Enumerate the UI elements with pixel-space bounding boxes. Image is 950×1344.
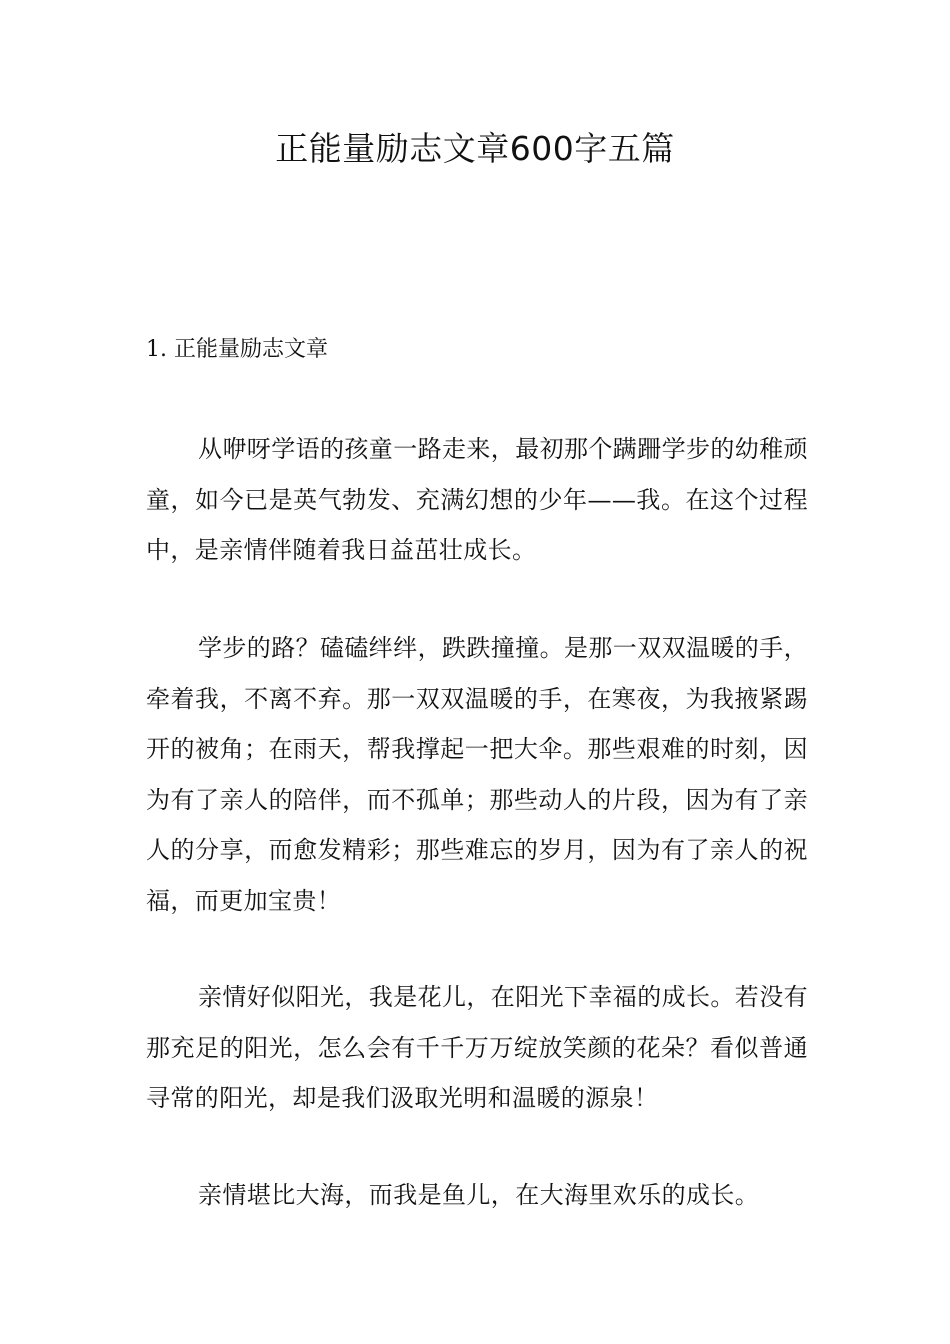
paragraph-2: 学步的路？磕磕绊绊，跌跌撞撞。是那一双双温暖的手，牵着我，不离不弃。那一双双温暖的手，在寒夜，为我掖紧踢开的被角；在雨天，帮我撑起一把大伞。那些艰难的时刻，因为有了亲人的陪伴，而不孤单；那些动人的片段，因为有了亲人的分享，而愈发精彩；那些难忘的岁月，因为有了亲人的祝福，而更加宝贵！	[146, 634, 808, 915]
paragraph-3: 亲情好似阳光，我是花儿，在阳光下幸福的成长。若没有那充足的阳光，怎么会有千千万万绽放笑颜的花朵？看似普通寻常的阳光，却是我们汲取光明和温暖的源泉！	[146, 983, 808, 1112]
paragraph-4: 亲情堪比大海，而我是鱼儿，在大海里欢乐的成长。	[198, 1181, 760, 1209]
paragraph-1: 从咿呀学语的孩童一路走来，最初那个蹒跚学步的幼稚顽童，如今已是英气勃发、充满幻想的少年——我。在这个过程中，是亲情伴随着我日益茁壮成长。	[146, 435, 808, 564]
document-title: 正能量励志文章600字五篇	[275, 129, 675, 168]
section-heading: 1. 正能量励志文章	[146, 337, 328, 362]
